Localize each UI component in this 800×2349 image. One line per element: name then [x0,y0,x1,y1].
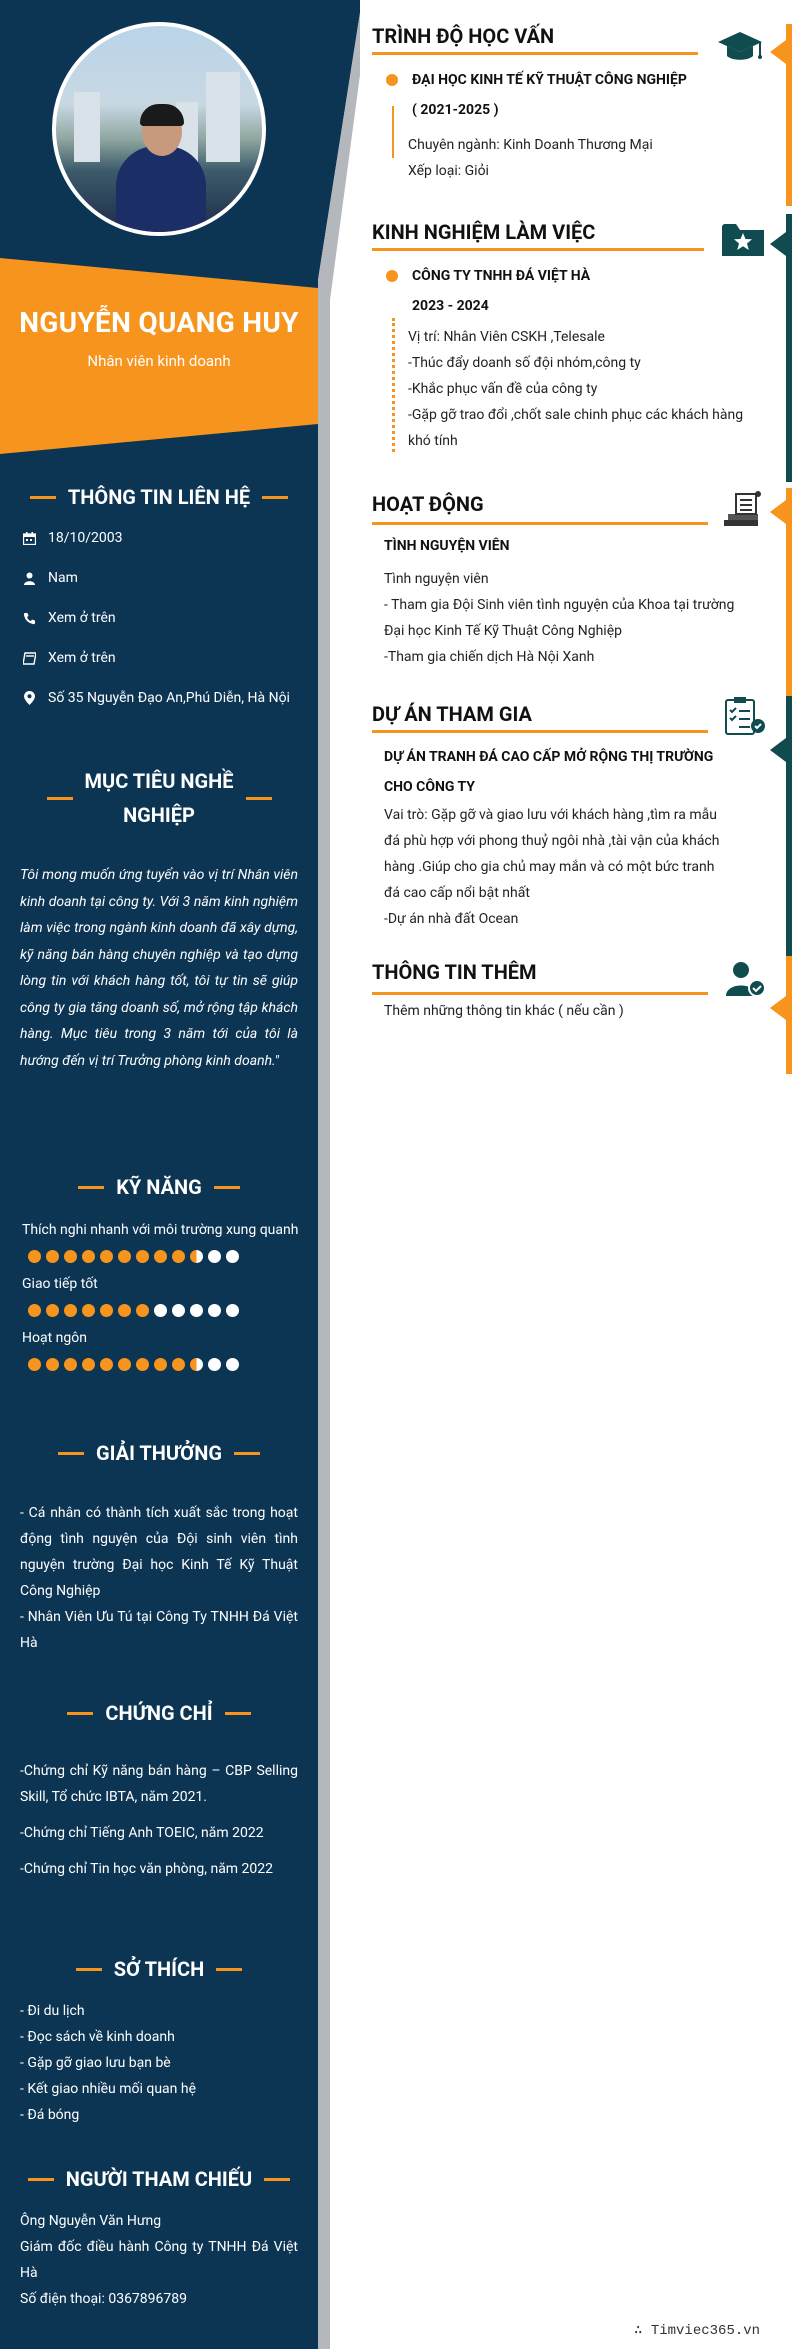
experience-line: Vị trí: Nhân Viên CSKH ,Telesale [408,329,605,345]
user-check-icon [726,960,766,998]
candidate-role: Nhân viên kinh doanh [87,352,231,370]
education-side-bar [786,24,792,206]
skill-label: Hoạt ngôn [22,1330,87,1346]
education-major: Chuyên ngành: Kinh Doanh Thương Mại [408,137,653,153]
footer-watermark: ∴ Timviec365.vn [634,2323,761,2339]
reference-position: Giám đốc điều hành Công ty TNHH Đá Việt Hà [20,2239,298,2281]
experience-line: -Khắc phục vấn đề của công ty [408,381,598,397]
project-line: -Dự án nhà đất Ocean [384,911,519,927]
rating-dot [226,1358,239,1371]
hobby-item: - Đọc sách về kinh doanh [20,2029,175,2045]
rating-dot [46,1250,59,1263]
skill-label: Giao tiếp tốt [22,1276,98,1292]
objective-text: Tôi mong muốn ứng tuyển vào vị trí Nhân viên kinh doanh tại công ty. Với 3 năm kinh nghiệm làm việc trong ngành kinh doanh đã xây dựng, kỹ năng bán hàng chuyên nghiệp và tạo dựng lòng tin với khách hàng tốt, tôi tự tin sẽ giúp công ty gia tăng doanh số, mở rộng tập khách hàng. Mục tiêu trong 3 năm tới của tôi là hướng đến vị trí Trưởng phòng kinh doanh." [20,867,298,1069]
project-line: đá cao cấp nổi bật nhất [384,885,530,901]
rating-dot [190,1250,203,1263]
certificate-item: -Chứng chỉ Tiếng Anh TOEIC, năm 2022 [20,1825,264,1841]
skill-item [22,1222,302,1238]
rating-dot [100,1250,113,1263]
skill-item [22,1330,302,1346]
activities-pointer [770,500,786,524]
gender-row [22,570,78,586]
objective-heading: MỤC TIÊU NGHỀ NGHIỆP [20,764,298,832]
rating-dot [154,1304,167,1317]
certificates-heading: CHỨNG CHỈ [20,1696,298,1730]
project-line: Vai trò: Gặp gỡ và giao lưu với khách hàng ,tìm ra mẫu [384,807,717,823]
calendar-icon [22,531,36,545]
education-bullet [386,74,398,86]
rating-dot [208,1358,221,1371]
rating-dot [154,1250,167,1263]
activity-heading: TÌNH NGUYỆN VIÊN [384,538,510,554]
experience-line: -Thúc đẩy doanh số đội nhóm,công ty [408,355,641,371]
rating-dot [82,1358,95,1371]
project-checklist-icon [724,696,766,738]
school-years: ( 2021-2025 ) [412,102,499,118]
birthday-value: 18/10/2003 [48,530,123,546]
more-info-pointer [770,996,786,1020]
rating-dot [100,1358,113,1371]
activity-line: Tình nguyện viên [384,571,489,587]
phone-icon [22,611,36,625]
projects-pointer [770,738,786,762]
project-line: hàng .Giúp cho gia chủ may mắn và có một bức tranh [384,859,715,875]
experience-underline [372,248,704,251]
activity-line: -Tham gia chiến dịch Hà Nội Xanh [384,649,595,665]
projects-side-bar [786,696,792,956]
rating-dot [226,1250,239,1263]
rating-dot [136,1250,149,1263]
rating-dot [118,1250,131,1263]
experience-timeline [392,318,395,452]
rating-dot [82,1250,95,1263]
graduation-cap-icon [716,30,764,66]
award-item: - Cá nhân có thành tích xuất sắc trong hoạt động tình nguyện của Đội sinh viên tình nguyện trường Đại học Kinh Tế Kỹ Thuật Công Nghiệp [20,1505,298,1599]
rating-dot [64,1250,77,1263]
location-pin-icon [22,691,36,705]
certificate-item: -Chứng chỉ Kỹ năng bán hàng – CBP Selling Skill, Tổ chức IBTA, năm 2021. [20,1763,298,1805]
rating-dot [82,1304,95,1317]
address-value: Số 35 Nguyễn Đạo An,Phú Diễn, Hà Nội [48,690,290,706]
activities-heading: HOẠT ĐỘNG [372,492,484,516]
sidebar [0,0,300,2349]
person-icon [22,571,36,585]
rating-dot [64,1304,77,1317]
experience-side-bar [786,214,792,482]
activity-line: - Tham gia Đội Sinh viên tình nguyện của Khoa tại trường [384,597,735,613]
hobbies-heading: SỞ THÍCH [20,1952,298,1986]
rating-dot [172,1358,185,1371]
rating-dot [46,1358,59,1371]
skill-rating [28,1304,239,1317]
reference-name: Ông Nguyễn Văn Hưng [20,2213,162,2229]
certificates-list [20,1758,298,1882]
more-info-side-bar [786,956,792,1074]
rating-dot [118,1358,131,1371]
rating-dot [136,1358,149,1371]
birthday-row [22,530,123,546]
hobbies-list [20,1998,298,2128]
experience-line: -Gặp gỡ trao đổi ,chốt sale chinh phục các khách hàng [408,407,744,423]
activities-side-bar [786,488,792,696]
education-pointer [770,40,786,64]
more-info-underline [372,992,708,995]
hobby-item: - Kết giao nhiều mối quan hệ [20,2081,196,2097]
activity-line: Đại học Kinh Tế Kỹ Thuật Công Nghiệp [384,623,622,639]
skill-label: Thích nghi nhanh với môi trường xung quanh [22,1222,299,1238]
experience-heading: KINH NGHIỆM LÀM VIỆC [372,220,596,244]
company-name: CÔNG TY TNHH ĐÁ VIỆT HÀ [412,268,591,284]
hobby-item: - Đi du lịch [20,2003,85,2019]
award-item: - Nhân Viên Ưu Tú tại Công Ty TNHH Đá Việt Hà [20,1609,298,1651]
reference-info [20,2208,298,2312]
experience-bullet [386,270,398,282]
hobby-item: - Gặp gỡ giao lưu bạn bè [20,2055,171,2071]
experience-details [408,324,768,454]
reference-heading: NGƯỜI THAM CHIẾU [20,2162,298,2196]
more-info-heading: THÔNG TIN THÊM [372,960,537,984]
rating-dot [190,1304,203,1317]
rating-dot [100,1304,113,1317]
phone-value: Xem ở trên [48,610,116,626]
education-heading: TRÌNH ĐỘ HỌC VẤN [372,24,555,48]
education-underline [372,52,698,55]
certificate-item: -Chứng chỉ Tin học văn phòng, năm 2022 [20,1861,274,1877]
reference-phone: Số điện thoại: 0367896789 [20,2291,188,2307]
rating-dot [136,1304,149,1317]
activity-details [384,566,764,670]
email-value: Xem ở trên [48,650,116,666]
address-row [22,690,290,706]
experience-line: khó tính [408,433,458,449]
more-info-text: Thêm những thông tin khác ( nếu cần ) [384,1003,624,1019]
rating-dot [208,1304,221,1317]
phone-row [22,610,116,626]
skill-rating [28,1358,239,1371]
projects-heading: DỰ ÁN THAM GIA [372,702,532,726]
awards-heading: GIẢI THƯỞNG [20,1436,298,1470]
awards-text [20,1500,298,1656]
rating-dot [28,1304,41,1317]
experience-pointer [770,232,786,256]
rating-dot [226,1304,239,1317]
rating-dot [64,1358,77,1371]
project-details [384,802,764,932]
rating-dot [190,1358,203,1371]
email-icon [22,651,36,665]
rating-dot [118,1304,131,1317]
gender-value: Nam [48,570,78,586]
company-years: 2023 - 2024 [412,298,489,314]
education-rank: Xếp loại: Giỏi [408,163,489,179]
skill-rating [28,1250,239,1263]
skills-heading: KỸ NĂNG [20,1170,298,1204]
rating-dot [46,1304,59,1317]
rating-dot [172,1250,185,1263]
avatar [52,22,266,236]
candidate-name: NGUYỄN QUANG HUY [19,306,299,339]
email-row [22,650,116,666]
folder-star-icon [722,222,764,256]
school-name: ĐẠI HỌC KINH TẾ KỸ THUẬT CÔNG NGHIỆP [412,72,687,88]
rating-dot [28,1358,41,1371]
contact-heading: THÔNG TIN LIÊN HỆ [20,480,298,514]
rating-dot [28,1250,41,1263]
projects-underline [372,730,708,733]
rating-dot [172,1304,185,1317]
rating-dot [154,1358,167,1371]
skill-item [22,1276,302,1292]
activities-underline [372,522,708,525]
project-line: đá phù hợp với phong thuỷ ngôi nhà ,tài vận của khách [384,833,720,849]
hobby-item: - Đá bóng [20,2107,80,2123]
rating-dot [208,1250,221,1263]
education-timeline [392,106,394,158]
project-heading: DỰ ÁN TRANH ĐÁ CAO CẤP MỞ RỘNG THỊ TRƯỜNG CHO CÔNG TY [384,749,714,795]
volunteer-activity-icon [724,490,764,528]
